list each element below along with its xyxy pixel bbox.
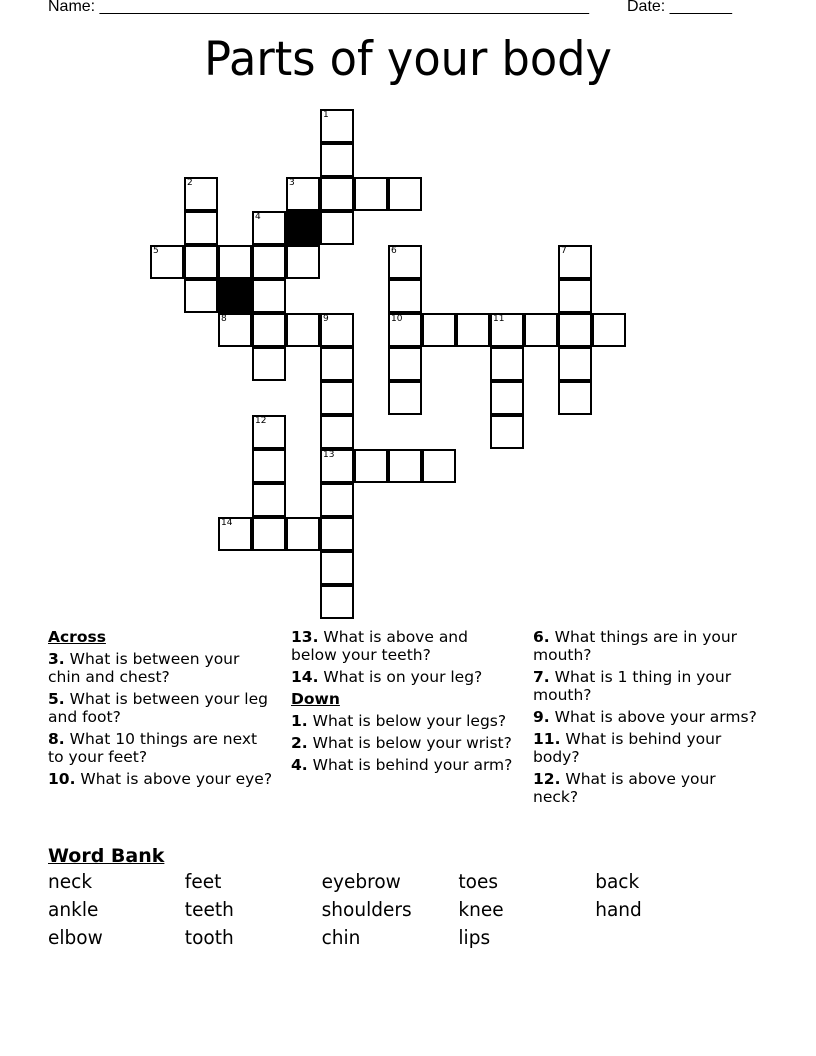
clue-number: 14 [221,518,233,528]
grid-cell[interactable] [286,313,320,347]
clues-column-2 [291,628,516,778]
grid-cell[interactable] [252,415,286,449]
clues-column-1 [48,628,273,792]
word-bank-item: feet [184,870,222,893]
grid-cell[interactable] [558,313,592,347]
word-bank-item: teeth [184,898,234,921]
grid-cell[interactable] [320,347,354,381]
word-bank-item: back [595,870,640,893]
grid-cell[interactable] [286,177,320,211]
clue-number: 2 [187,178,193,188]
grid-cell[interactable] [184,279,218,313]
clue-number: 3 [289,178,295,188]
word-bank-title: Word Bank [48,845,165,867]
clue-down-2: 2. What is below your wrist? [291,734,512,752]
grid-cell[interactable] [354,177,388,211]
grid-cell[interactable] [388,381,422,415]
word-bank-item: shoulders [321,898,412,921]
word-bank [48,845,768,950]
clue-across-5: 5. What is between your leg and foot? [48,690,268,726]
grid-cell[interactable] [320,551,354,585]
clue-number: 1 [323,110,329,120]
header [48,0,748,16]
grid-cell[interactable] [320,585,354,619]
clue-down-7: 7. What is 1 thing in your mouth? [533,668,732,704]
grid-cell[interactable] [388,245,422,279]
word-bank-item: neck [48,870,93,893]
clue-down-6: 6. What things are in your mouth? [533,628,738,664]
grid-cell[interactable] [490,381,524,415]
grid-cell[interactable] [490,415,524,449]
grid-cell[interactable] [286,517,320,551]
word-bank-item: eyebrow [321,870,401,893]
grid-cell[interactable] [320,381,354,415]
clue-number: 4 [255,212,261,222]
clue-number: 8 [221,314,227,324]
word-bank-list [48,869,732,950]
clue-down-9: 9. What is above your arms? [533,708,757,726]
grid-cell[interactable] [558,381,592,415]
grid-cell[interactable] [320,415,354,449]
grid-cell[interactable] [320,313,354,347]
clue-number: 5 [153,246,159,256]
clue-number: 10 [391,314,403,324]
grid-cell[interactable] [388,279,422,313]
grid-cell[interactable] [252,245,286,279]
grid-cell[interactable] [388,449,422,483]
clue-across-10: 10. What is above your eye? [48,770,273,788]
clue-number: 7 [561,246,567,256]
grid-cell[interactable] [252,211,286,245]
clue-down-1: 1. What is below your legs? [291,712,507,730]
date-field-label: Date: _______ [627,0,732,15]
grid-cell[interactable] [558,245,592,279]
grid-cell[interactable] [184,211,218,245]
grid-cell[interactable] [456,313,490,347]
clue-number: 12 [255,416,267,426]
grid-cell[interactable] [286,245,320,279]
grid-cell[interactable] [320,109,354,143]
grid-cell[interactable] [252,347,286,381]
word-bank-item: tooth [184,926,234,949]
word-bank-item: toes [458,870,499,893]
grid-cell[interactable] [490,347,524,381]
grid-cell[interactable] [218,517,252,551]
grid-cell[interactable] [558,347,592,381]
grid-cell[interactable] [252,313,286,347]
grid-cell[interactable] [320,449,354,483]
grid-cell[interactable] [354,449,388,483]
clue-across-14: 14. What is on your leg? [291,668,483,686]
clue-number: 9 [323,314,329,324]
clue-across-13: 13. What is above and below your teeth? [291,628,468,664]
grid-cell[interactable] [252,279,286,313]
grid-cell[interactable] [320,517,354,551]
grid-cell[interactable] [218,313,252,347]
word-bank-item: elbow [48,926,103,949]
grid-cell[interactable] [422,449,456,483]
grid-cell[interactable] [388,313,422,347]
clue-down-11: 11. What is behind your body? [533,730,722,766]
name-field-label: Name: _______________________________________________________ [48,0,589,15]
clue-down-4: 4. What is behind your arm? [291,756,513,774]
down-heading: Down [291,690,340,708]
grid-cell[interactable] [490,313,524,347]
grid-cell[interactable] [558,279,592,313]
grid-cell[interactable] [524,313,558,347]
grid-cell[interactable] [184,177,218,211]
grid-cell[interactable] [184,245,218,279]
grid-cell[interactable] [320,143,354,177]
black-cell [286,211,320,245]
grid-cell[interactable] [320,211,354,245]
clue-across-3: 3. What is between your chin and chest? [48,650,240,686]
clues-column-3 [533,628,758,810]
grid-cell[interactable] [388,177,422,211]
grid-cell[interactable] [218,245,252,279]
grid-cell[interactable] [150,245,184,279]
word-bank-item: ankle [48,898,99,921]
grid-cell[interactable] [252,449,286,483]
word-bank-item: chin [321,926,361,949]
clue-number: 6 [391,246,397,256]
grid-cell[interactable] [320,483,354,517]
word-bank-item: hand [595,898,642,921]
black-cell [218,279,252,313]
clue-number: 11 [493,314,505,324]
grid-cell[interactable] [388,347,422,381]
grid-cell[interactable] [592,313,626,347]
clue-number: 13 [323,450,335,460]
grid-cell[interactable] [252,483,286,517]
grid-cell[interactable] [422,313,456,347]
clue-across-8: 8. What 10 things are next to your feet? [48,730,258,766]
grid-cell[interactable] [320,177,354,211]
across-heading: Across [48,628,106,646]
grid-cell[interactable] [252,517,286,551]
page-title: Parts of your body [204,32,612,87]
word-bank-item: lips [458,926,491,949]
clue-down-12: 12. What is above your neck? [533,770,716,806]
word-bank-item: knee [458,898,504,921]
